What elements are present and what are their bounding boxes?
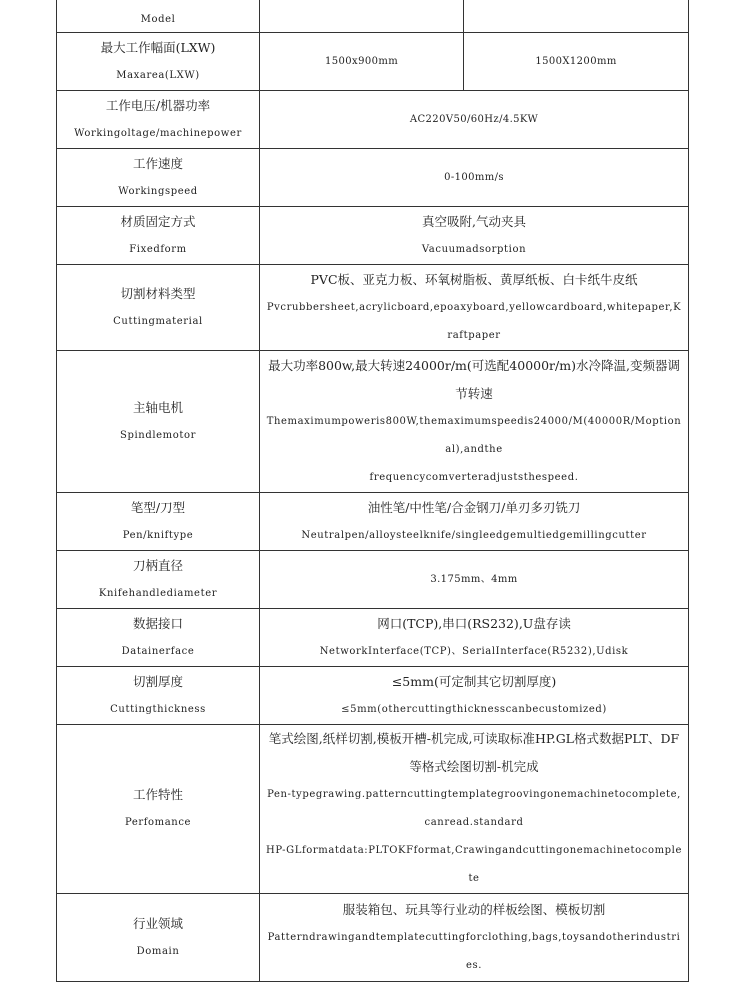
value-cell [260,725,689,894]
row-label-en: Cuttingmaterial [113,315,203,327]
table-row [57,265,689,351]
row-label-cell [57,551,260,609]
table-row [57,609,689,667]
model-a-cell [260,0,464,33]
row-label-zh: 切割材料类型 [120,285,196,301]
row-label-zh: 工作电压/机器功率 [105,97,211,113]
row-label-cell [57,609,260,667]
value-cell [260,265,689,351]
spindle-en-1: Themaximumpoweris800W,themaximumspeedis24000/M(40000R/Moptional),andthe [266,415,682,455]
material-zh: PVC板、亚克力板、环氧树脂板、黄厚纸板、白卡纸牛皮纸 [310,271,638,287]
table-row [57,725,689,894]
value-cell [260,33,464,91]
table-row [57,667,689,725]
row-label-cell [57,265,260,351]
value-cell [260,91,689,149]
spec-table [56,0,689,982]
table-row [57,894,689,982]
row-label-zh: 刀柄直径 [133,557,184,573]
row-label-cell [57,207,260,265]
row-label-zh: 切割厚度 [133,673,184,689]
row-label-cell [57,351,260,493]
thickness-zh: ≤5mm(可定制其它切割厚度) [391,673,557,689]
row-label-en: Model [140,14,176,25]
table-row [57,551,689,609]
performance-en-2: HP-GLformatdata:PLTOKFformat,Crawingandcuttingonemachinetocomplete [266,845,682,884]
row-label-zh: 工作速度 [133,155,184,171]
row-label-en: Cuttingthickness [110,703,206,715]
value-cell [260,207,689,265]
value-cell [464,33,689,91]
speed-value: 0-100mm/s [444,171,504,183]
table-row [57,493,689,551]
row-label-cell [57,493,260,551]
row-label-cell [57,725,260,894]
max-area-b-value: 1500X1200mm [535,55,617,67]
row-label-zh: 行业领域 [133,915,184,931]
row-label-en: Datainerface [121,645,195,657]
voltage-value: AC220V50/60Hz/4.5KW [409,113,539,125]
pen-type-zh: 油性笔/中性笔/合金钢刀/单刃多刃铣刀 [367,499,581,515]
row-label-en: Workingoltage/machinepower [74,127,242,139]
row-label-zh: 数据接口 [133,615,184,631]
performance-zh: 笔式绘图,纸样切割,模板开槽-机完成,可读取标准HP.GL格式数据PLT、DF等格式绘图切割-机完成 [268,731,680,774]
material-en: Pvcrubbersheet,acrylicboard,epoaxyboard,yellowcardboard,whitepaper,Kraftpaper [266,301,682,341]
table-row [57,91,689,149]
spindle-zh: 最大功率800w,最大转速24000r/m(可选配40000r/m)水冷降温,变频器调节转速 [268,357,680,401]
row-label-en: Workingspeed [118,185,198,197]
row-label-cell [57,33,260,91]
value-cell [260,351,689,493]
value-cell [260,667,689,725]
performance-en-1: Pen-typegrawing.patterncuttingtemplategroovingonemachinetocomplete,canread.standard [267,789,681,828]
row-label-en: Fixedform [129,243,187,255]
row-label-en: Maxarea(LXW) [116,69,200,81]
table-row [57,0,689,33]
thickness-en: ≤5mm(othercuttingthicknesscanbecustomized) [341,703,607,715]
row-label-cell [57,667,260,725]
row-label-en: Perfomance [124,817,192,828]
fixed-form-en: Vacuumadsorption [421,243,527,255]
value-cell [260,551,689,609]
row-label-cell [57,0,260,33]
row-label-zh: 最大工作幅面(LXW) [100,39,216,55]
pen-type-en: Neutralpen/alloysteelknife/singleedgemultiedgemillingcutter [301,529,647,541]
row-label-en: Domain [136,945,180,957]
knife-diameter-value: 3.175mm、4mm [430,573,518,585]
row-label-zh: 材质固定方式 [120,213,196,229]
domain-zh: 服装箱包、玩具等行业动的样板绘图、模板切割 [342,901,606,917]
row-label-zh: 工作特性 [133,787,184,802]
row-label-cell [57,149,260,207]
value-cell [260,609,689,667]
row-label-zh: 笔型/刀型 [130,499,186,515]
table-row [57,33,689,91]
row-label-en: Pen/kniftype [122,529,194,541]
max-area-a-value: 1500x900mm [324,55,399,67]
row-label-en: Spindlemotor [120,429,196,441]
row-label-zh: 主轴电机 [133,399,184,415]
row-label-cell [57,894,260,982]
value-cell [260,894,689,982]
row-label-cell [57,91,260,149]
row-label-en: Knifehandlediameter [98,587,218,599]
model-b-cell [464,0,689,33]
fixed-form-zh: 真空吸附,气动夹具 [422,213,526,229]
value-cell [260,149,689,207]
interface-zh: 网口(TCP),串口(RS232),U盘存读 [377,615,571,631]
table-row [57,149,689,207]
interface-en: NetworkInterface(TCP)、SerialInterface(R5232),Udisk [319,645,629,657]
spindle-en-2: frequencycomverteradjuststhespeed. [369,471,579,483]
table-row [57,207,689,265]
value-cell [260,493,689,551]
table-row [57,351,689,493]
domain-en: Patterndrawingandtemplatecuttingforclothing,bags,toysandotherindustries. [267,931,681,971]
